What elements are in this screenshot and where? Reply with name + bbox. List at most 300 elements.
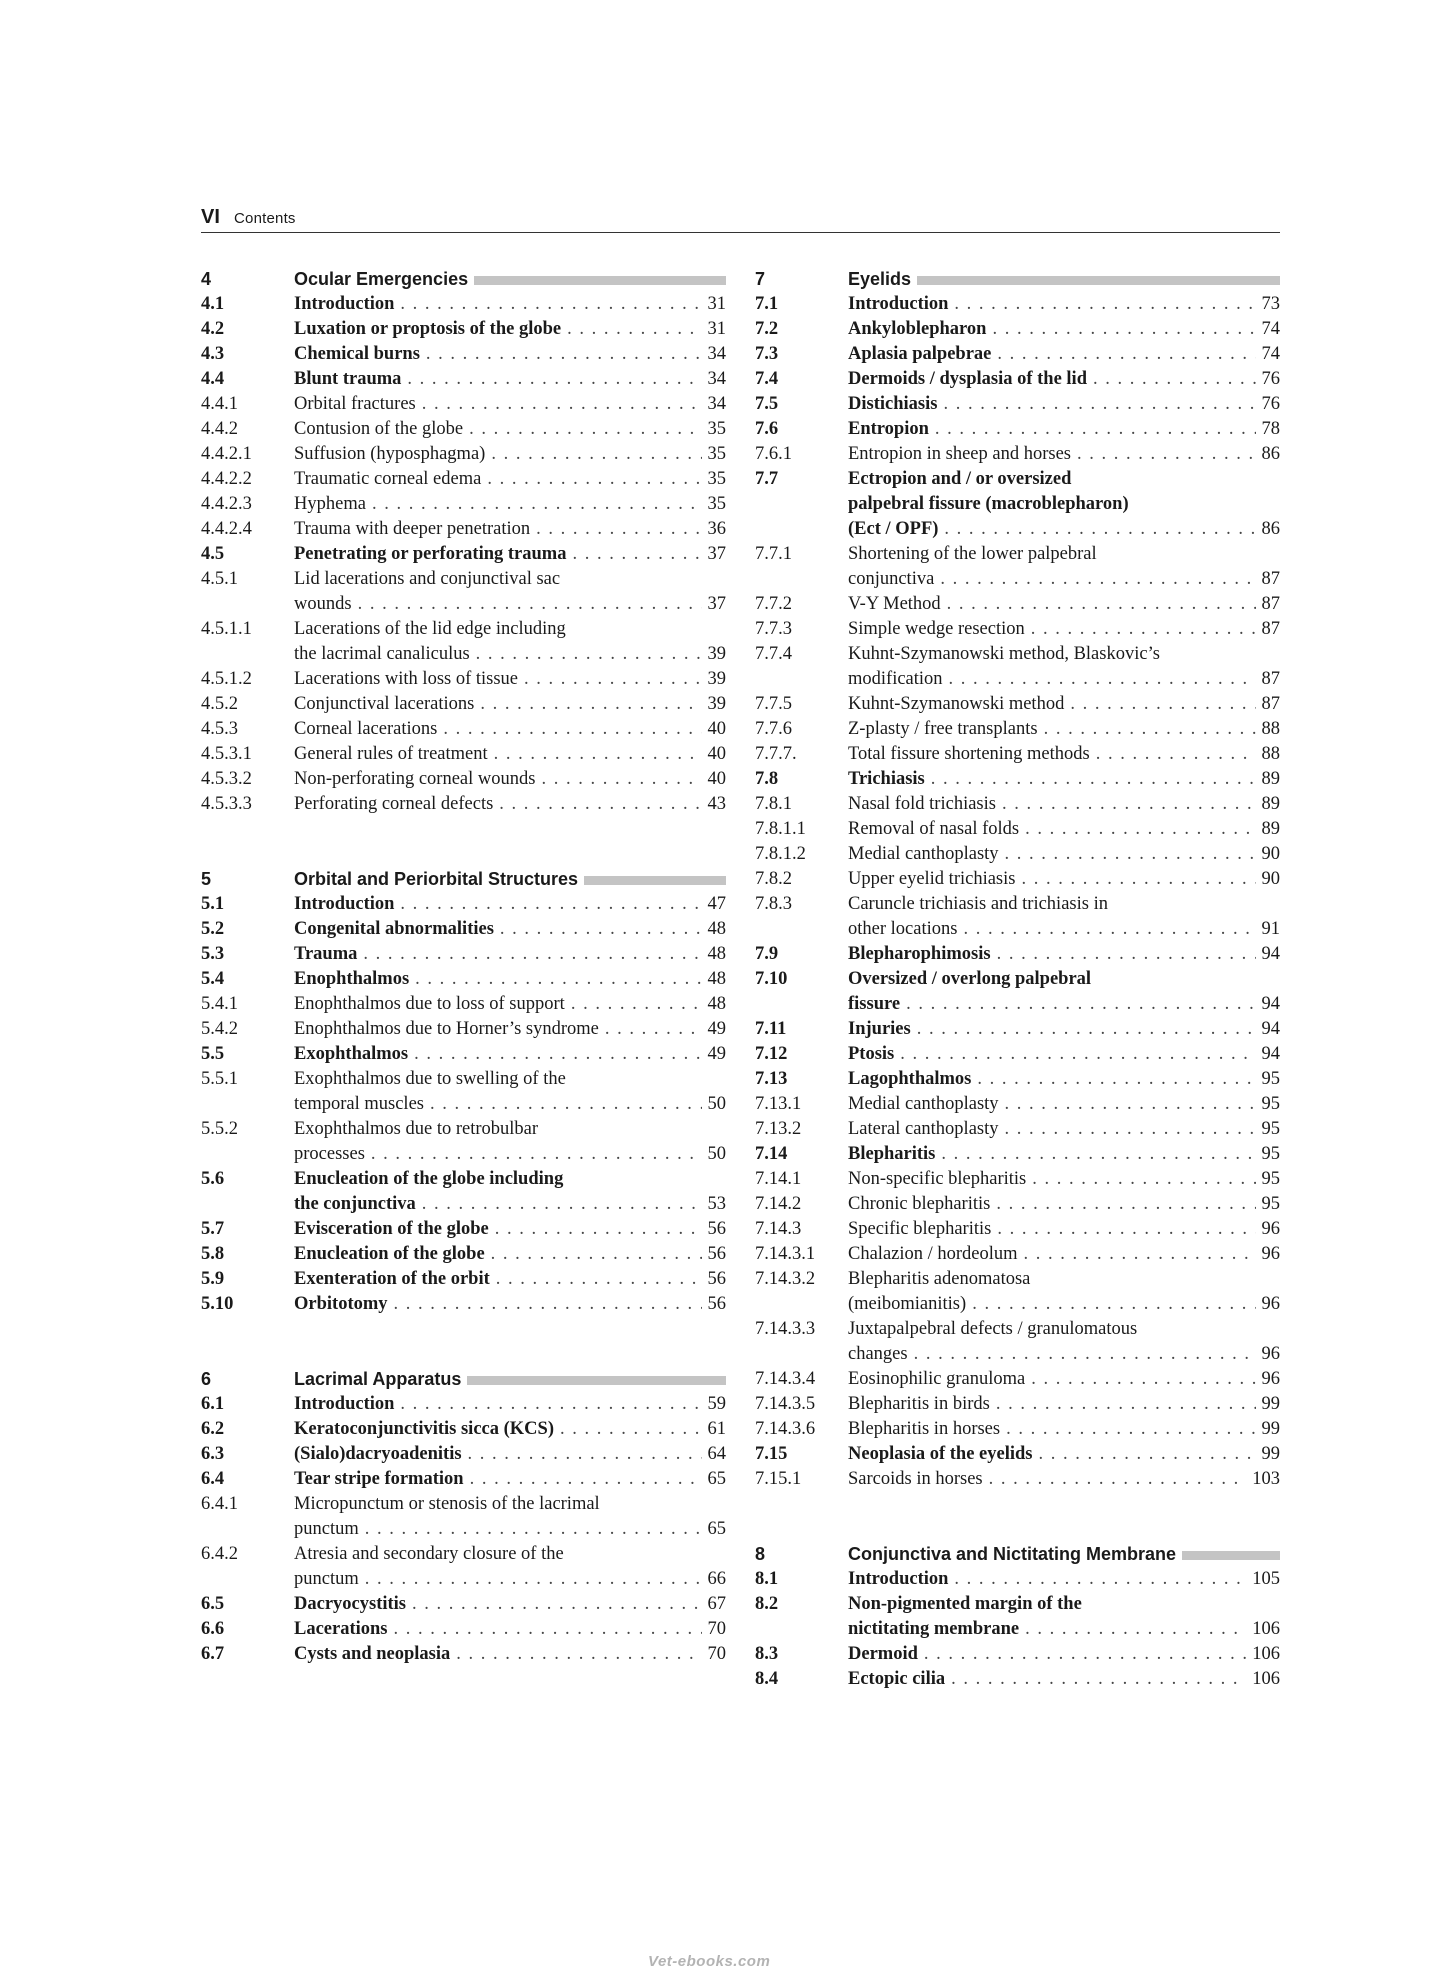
page-ref: 106 <box>1252 1669 1280 1689</box>
page-ref: 94 <box>1261 944 1280 964</box>
toc-entry[interactable] <box>755 417 1280 442</box>
entry-number: 4.1 <box>201 294 225 314</box>
dot-leader <box>363 942 701 967</box>
entry-title: Contusion of the globe <box>294 419 464 439</box>
entry-title: Chronic blepharitis <box>848 1194 991 1214</box>
dot-leader <box>989 1467 1247 1492</box>
entry-title: Lacerations <box>294 1619 388 1639</box>
toc-entry[interactable] <box>755 867 1280 892</box>
dot-leader <box>430 1092 702 1117</box>
entry-title: Ectopic cilia <box>848 1669 946 1689</box>
page-ref: 95 <box>1261 1169 1280 1189</box>
toc-entry[interactable] <box>755 1567 1280 1592</box>
entry-title-line: Caruncle trichiasis and trichiasis in <box>848 894 1108 914</box>
page-ref: 50 <box>707 1144 726 1164</box>
toc-entry[interactable] <box>755 592 1280 617</box>
entry-title: Evisceration of the globe <box>294 1219 489 1239</box>
entry-title-line: Blepharitis adenomatosa <box>848 1269 1031 1289</box>
dot-leader <box>951 1667 1246 1692</box>
entry-title: Nasal fold trichiasis <box>848 794 996 814</box>
entry-title: Introduction <box>294 894 395 914</box>
page-ref: 94 <box>1261 994 1280 1014</box>
dot-leader <box>944 517 1255 542</box>
toc-entry[interactable] <box>755 792 1280 817</box>
entry-title: Chalazion / hordeolum <box>848 1244 1018 1264</box>
entry-number: 5.1 <box>201 894 225 914</box>
toc-entry[interactable] <box>201 1167 726 1217</box>
entry-number: 7.14.3 <box>755 1219 802 1239</box>
entry-number: 8.4 <box>755 1669 779 1689</box>
page-ref: 96 <box>1261 1344 1280 1364</box>
page-ref: 43 <box>707 794 726 814</box>
toc-entry[interactable] <box>201 1392 726 1417</box>
entry-title: Distichiasis <box>848 394 938 414</box>
toc-entry[interactable] <box>201 1492 726 1542</box>
page-ref: 70 <box>707 1644 726 1664</box>
entry-number: 4.5 <box>201 544 225 564</box>
entry-number: 5.4 <box>201 969 225 989</box>
entry-number: 4.5.3.2 <box>201 769 252 789</box>
entry-title-line: Exophthalmos due to swelling of the <box>294 1069 566 1089</box>
dot-leader <box>954 1567 1246 1592</box>
toc-entry[interactable] <box>201 467 726 492</box>
entry-number: 6.6 <box>201 1619 225 1639</box>
dot-leader <box>954 292 1255 317</box>
entry-title: Tear stripe formation <box>294 1469 464 1489</box>
chapter-heading <box>201 267 726 292</box>
toc-entry[interactable] <box>201 342 726 367</box>
page-ref: 56 <box>707 1244 726 1264</box>
entry-title: Orbitotomy <box>294 1294 388 1314</box>
toc-entry[interactable] <box>755 442 1280 467</box>
entry-title: Blepharitis <box>848 1144 936 1164</box>
toc-entry[interactable] <box>201 292 726 317</box>
entry-title: Total fissure shortening methods <box>848 744 1090 764</box>
dot-leader <box>1031 1367 1255 1392</box>
entry-title-line: Oversized / overlong palpebral <box>848 969 1092 989</box>
toc-entry[interactable] <box>201 717 726 742</box>
dot-leader <box>1005 1117 1256 1142</box>
entry-title: Entropion <box>848 419 929 439</box>
entry-title: modification <box>848 669 943 689</box>
entry-number: 7.6 <box>755 419 779 439</box>
dot-leader <box>1024 1242 1256 1267</box>
dot-leader <box>605 1017 702 1042</box>
toc-entry[interactable] <box>755 1367 1280 1392</box>
toc-entry[interactable] <box>201 1242 726 1267</box>
dot-leader <box>947 592 1256 617</box>
entry-title: (Ect / OPF) <box>848 519 939 539</box>
toc-entry[interactable] <box>201 392 726 417</box>
page-ref: 106 <box>1252 1644 1280 1664</box>
toc-entry[interactable] <box>755 742 1280 767</box>
entry-number: 7.5 <box>755 394 779 414</box>
dot-leader <box>541 767 701 792</box>
entry-title: Sarcoids in horses <box>848 1469 983 1489</box>
dot-leader <box>972 1292 1255 1317</box>
page-ref: 94 <box>1261 1044 1280 1064</box>
entry-number: 7.14.3.3 <box>755 1319 816 1339</box>
dot-leader <box>491 442 701 467</box>
entry-title: Injuries <box>848 1019 911 1039</box>
page-ref: 48 <box>707 944 726 964</box>
page-ref: 49 <box>707 1019 726 1039</box>
entry-title: (meibomianitis) <box>848 1294 967 1314</box>
toc-entry[interactable] <box>201 417 726 442</box>
dot-leader <box>487 467 701 492</box>
page-ref: 35 <box>707 419 726 439</box>
page-ref: 56 <box>707 1269 726 1289</box>
toc-entry[interactable] <box>755 1642 1280 1667</box>
toc-entry[interactable] <box>201 1117 726 1167</box>
entry-number: 5.5.2 <box>201 1119 238 1139</box>
entry-title: V-Y Method <box>848 594 941 614</box>
entry-title: Kuhnt-Szymanowski method <box>848 694 1065 714</box>
toc-entry[interactable] <box>755 1117 1280 1142</box>
entry-title: Trauma <box>294 944 358 964</box>
watermark: Vet-ebooks.com <box>648 1953 771 1970</box>
toc-entry[interactable] <box>755 342 1280 367</box>
page-ref: 86 <box>1261 519 1280 539</box>
entry-number: 5.5 <box>201 1044 225 1064</box>
toc-entry[interactable] <box>201 992 726 1017</box>
dot-leader <box>1096 742 1256 767</box>
dot-leader <box>997 1217 1255 1242</box>
page-ref: 59 <box>707 1394 726 1414</box>
entry-title: the conjunctiva <box>294 1194 416 1214</box>
toc-entry[interactable] <box>201 492 726 517</box>
entry-number: 6.3 <box>201 1444 225 1464</box>
page-ref: 95 <box>1261 1144 1280 1164</box>
toc-entry[interactable] <box>755 1167 1280 1192</box>
entry-title: Hyphema <box>294 494 366 514</box>
entry-number: 8.3 <box>755 1644 779 1664</box>
page-ref: 74 <box>1261 319 1280 339</box>
dot-leader <box>469 417 701 442</box>
entry-title: Perforating corneal defects <box>294 794 494 814</box>
toc-entry[interactable] <box>755 1017 1280 1042</box>
entry-title: Dacryocystitis <box>294 1594 406 1614</box>
toc-entry[interactable] <box>201 1042 726 1067</box>
entry-title: Dermoids / dysplasia of the lid <box>848 369 1087 389</box>
toc-entry[interactable] <box>201 567 726 617</box>
entry-title-line: Micropunctum or stenosis of the lacrimal <box>294 1494 600 1514</box>
page-ref: 40 <box>707 769 726 789</box>
entry-title: Exenteration of the orbit <box>294 1269 490 1289</box>
toc-entry[interactable] <box>201 1442 726 1467</box>
dot-leader <box>456 1642 701 1667</box>
toc-entry[interactable] <box>755 1392 1280 1417</box>
toc-entry[interactable] <box>755 642 1280 692</box>
entry-number: 5.4.1 <box>201 994 238 1014</box>
toc-entry[interactable] <box>201 692 726 717</box>
entry-number: 7.15.1 <box>755 1469 802 1489</box>
page-ref: 40 <box>707 744 726 764</box>
toc-entry[interactable] <box>755 1417 1280 1442</box>
page-ref: 35 <box>707 494 726 514</box>
toc-entry[interactable] <box>201 1217 726 1242</box>
chapter-number: 4 <box>201 269 212 289</box>
dot-leader <box>468 1442 702 1467</box>
entry-number: 7.13.2 <box>755 1119 802 1139</box>
page-ref: 78 <box>1261 419 1280 439</box>
entry-title: Blepharophimosis <box>848 944 991 964</box>
page-ref: 36 <box>707 519 726 539</box>
entry-number: 6.5 <box>201 1594 225 1614</box>
toc-entry[interactable] <box>755 1092 1280 1117</box>
dot-leader <box>572 542 701 567</box>
toc-entry[interactable] <box>201 542 726 567</box>
entry-title: Blepharitis in birds <box>848 1394 990 1414</box>
dot-leader <box>1021 867 1255 892</box>
page-ref: 87 <box>1261 694 1280 714</box>
toc-entry[interactable] <box>201 1417 726 1442</box>
toc-entry[interactable] <box>201 1467 726 1492</box>
page-ref: 96 <box>1261 1369 1280 1389</box>
page-ref: 89 <box>1261 819 1280 839</box>
dot-leader <box>992 317 1255 342</box>
page-ref: 73 <box>1261 294 1280 314</box>
page-ref: 87 <box>1261 594 1280 614</box>
page-ref: 106 <box>1252 1619 1280 1639</box>
entry-title: Cysts and neoplasia <box>294 1644 451 1664</box>
page-ref: 87 <box>1261 669 1280 689</box>
chapter-number: 5 <box>201 869 212 889</box>
page-ref: 105 <box>1252 1569 1280 1589</box>
dot-leader <box>1077 442 1256 467</box>
page-ref: 99 <box>1261 1394 1280 1414</box>
toc-entry[interactable] <box>201 1267 726 1292</box>
dot-leader <box>414 1042 701 1067</box>
dot-leader <box>400 892 701 917</box>
chapter-heading <box>755 267 1280 292</box>
toc-entry[interactable] <box>201 967 726 992</box>
entry-title: Exophthalmos <box>294 1044 409 1064</box>
page-ref: 31 <box>707 294 726 314</box>
entry-number: 6.4 <box>201 1469 225 1489</box>
entry-title: Entropion in sheep and horses <box>848 444 1071 464</box>
toc-entry[interactable] <box>755 1317 1280 1367</box>
page-number: VI <box>201 206 220 228</box>
entry-title: Aplasia palpebrae <box>848 344 992 364</box>
entry-number: 7.7 <box>755 469 779 489</box>
toc-entry[interactable] <box>755 1192 1280 1217</box>
entry-number: 7.8.2 <box>755 869 792 889</box>
entry-number: 5.5.1 <box>201 1069 238 1089</box>
running-title: Contents <box>234 210 296 227</box>
entry-number: 5.8 <box>201 1244 225 1264</box>
entry-title: (Sialo)dacryoadenitis <box>294 1444 462 1464</box>
chapter-heading <box>201 1367 726 1392</box>
entry-number: 7.7.3 <box>755 619 792 639</box>
toc-entry[interactable] <box>201 1292 726 1317</box>
toc-entry[interactable] <box>201 942 726 967</box>
toc-entry[interactable] <box>201 767 726 792</box>
toc-entry[interactable] <box>201 1617 726 1642</box>
toc-entry[interactable] <box>755 817 1280 842</box>
toc-entry[interactable] <box>755 1217 1280 1242</box>
toc-entry[interactable] <box>755 717 1280 742</box>
entry-number: 8.2 <box>755 1594 779 1614</box>
toc-entry[interactable] <box>201 742 726 767</box>
entry-title: Upper eyelid trichiasis <box>848 869 1016 889</box>
toc-entry[interactable] <box>755 967 1280 1017</box>
toc-entry[interactable] <box>755 467 1280 542</box>
toc-entry[interactable] <box>201 1067 726 1117</box>
page-ref: 96 <box>1261 1244 1280 1264</box>
toc-entry[interactable] <box>201 667 726 692</box>
entry-title: wounds <box>294 594 352 614</box>
entry-title: Ptosis <box>848 1044 895 1064</box>
dot-leader <box>997 342 1255 367</box>
entry-title-line: Ectropion and / or oversized <box>848 469 1072 489</box>
entry-number: 4.4.2.2 <box>201 469 252 489</box>
toc-entry[interactable] <box>201 442 726 467</box>
toc-entry[interactable] <box>755 892 1280 942</box>
toc-entry[interactable] <box>755 767 1280 792</box>
entry-number: 8.1 <box>755 1569 779 1589</box>
entry-title-line: Non-pigmented margin of the <box>848 1594 1082 1614</box>
entry-number: 5.7 <box>201 1219 225 1239</box>
page-ref: 35 <box>707 444 726 464</box>
toc-entry[interactable] <box>201 1592 726 1617</box>
dot-leader <box>1070 692 1255 717</box>
page-ref: 76 <box>1261 369 1280 389</box>
entry-title: Congenital abnormalities <box>294 919 494 939</box>
toc-entry[interactable] <box>201 1642 726 1667</box>
toc-entry[interactable] <box>201 617 726 667</box>
toc-entry[interactable] <box>755 542 1280 592</box>
entry-number: 4.4.2.3 <box>201 494 252 514</box>
dot-leader <box>1005 842 1256 867</box>
dot-leader <box>1093 367 1256 392</box>
toc-entry[interactable] <box>201 792 726 817</box>
toc-left-column <box>201 267 726 1667</box>
entry-number: 6.1 <box>201 1394 225 1414</box>
dot-leader <box>914 1342 1256 1367</box>
entry-title-line: Shortening of the lower palpebral <box>848 544 1097 564</box>
dot-leader <box>371 1142 702 1167</box>
entry-title: Dermoid <box>848 1644 918 1664</box>
entry-number: 7.7.1 <box>755 544 792 564</box>
entry-title: Medial canthoplasty <box>848 844 999 864</box>
dot-leader <box>560 1417 702 1442</box>
entry-number: 7.8 <box>755 769 779 789</box>
toc-entry[interactable] <box>201 1542 726 1592</box>
entry-number: 4.2 <box>201 319 225 339</box>
page-ref: 48 <box>707 969 726 989</box>
page-ref: 56 <box>707 1219 726 1239</box>
chapter-title: Lacrimal Apparatus <box>294 1369 462 1389</box>
toc-entry[interactable] <box>755 942 1280 967</box>
page-ref: 94 <box>1261 1019 1280 1039</box>
entry-title: Lateral canthoplasty <box>848 1119 999 1139</box>
entry-title: Introduction <box>294 1394 395 1414</box>
toc-entry[interactable] <box>201 517 726 542</box>
page-ref: 50 <box>707 1094 726 1114</box>
entry-number: 7.1 <box>755 294 779 314</box>
toc-entry[interactable] <box>755 367 1280 392</box>
dot-leader <box>358 592 702 617</box>
heading-rule <box>917 276 1280 285</box>
dot-leader <box>524 667 701 692</box>
toc-entry[interactable] <box>755 392 1280 417</box>
page-ref: 88 <box>1261 744 1280 764</box>
entry-title: Introduction <box>294 294 395 314</box>
page-ref: 74 <box>1261 344 1280 364</box>
page-ref: 39 <box>707 669 726 689</box>
toc-entry[interactable] <box>755 317 1280 342</box>
entry-number: 7.10 <box>755 969 788 989</box>
entry-number: 7.14.3.1 <box>755 1244 816 1264</box>
entry-number: 7.14.3.2 <box>755 1269 816 1289</box>
entry-number: 4.5.3.1 <box>201 744 252 764</box>
toc-entry[interactable] <box>755 1242 1280 1267</box>
toc-entry[interactable] <box>755 1667 1280 1692</box>
toc-entry[interactable] <box>201 917 726 942</box>
entry-number: 4.4.2 <box>201 419 238 439</box>
entry-number: 5.3 <box>201 944 225 964</box>
toc-entry[interactable] <box>201 1017 726 1042</box>
entry-title: Trichiasis <box>848 769 925 789</box>
toc-entry[interactable] <box>755 1042 1280 1067</box>
dot-leader <box>1025 817 1255 842</box>
entry-title: Simple wedge resection <box>848 619 1025 639</box>
dot-leader <box>495 1217 702 1242</box>
toc-entry[interactable] <box>201 317 726 342</box>
entry-title: Ankyloblepharon <box>848 319 987 339</box>
entry-number: 6.4.1 <box>201 1494 238 1514</box>
entry-number: 4.5.1.2 <box>201 669 252 689</box>
entry-number: 7.13.1 <box>755 1094 802 1114</box>
entry-title-line: Atresia and secondary closure of the <box>294 1544 564 1564</box>
chapter-title: Eyelids <box>848 269 912 289</box>
entry-title: processes <box>294 1144 365 1164</box>
entry-number: 7.3 <box>755 344 779 364</box>
toc-entry[interactable] <box>755 617 1280 642</box>
chapter-number: 7 <box>755 269 766 289</box>
toc-entry[interactable] <box>755 1467 1280 1492</box>
toc-entry[interactable] <box>755 1592 1280 1642</box>
page-ref: 87 <box>1261 619 1280 639</box>
toc-entry[interactable] <box>201 892 726 917</box>
toc-entry[interactable] <box>755 292 1280 317</box>
entry-title: Conjunctival lacerations <box>294 694 475 714</box>
page-ref: 87 <box>1261 569 1280 589</box>
dot-leader <box>935 417 1256 442</box>
toc-entry[interactable] <box>755 1067 1280 1092</box>
page-ref: 89 <box>1261 769 1280 789</box>
toc-entry[interactable] <box>755 1142 1280 1167</box>
page-ref: 76 <box>1261 394 1280 414</box>
toc-entry[interactable] <box>755 1442 1280 1467</box>
entry-title: Non-perforating corneal wounds <box>294 769 536 789</box>
page-ref: 39 <box>707 644 726 664</box>
dot-leader <box>924 1642 1246 1667</box>
entry-title: nictitating membrane <box>848 1619 1020 1639</box>
dot-leader <box>491 1242 702 1267</box>
toc-entry[interactable] <box>755 842 1280 867</box>
page-ref: 67 <box>707 1594 726 1614</box>
dot-leader <box>963 917 1255 942</box>
page-ref: 49 <box>707 1044 726 1064</box>
chapter-number: 6 <box>201 1369 212 1389</box>
page-ref: 39 <box>707 694 726 714</box>
toc-entry[interactable] <box>201 367 726 392</box>
toc-entry[interactable] <box>755 692 1280 717</box>
toc-entry[interactable] <box>755 1267 1280 1317</box>
dot-leader <box>567 317 701 342</box>
